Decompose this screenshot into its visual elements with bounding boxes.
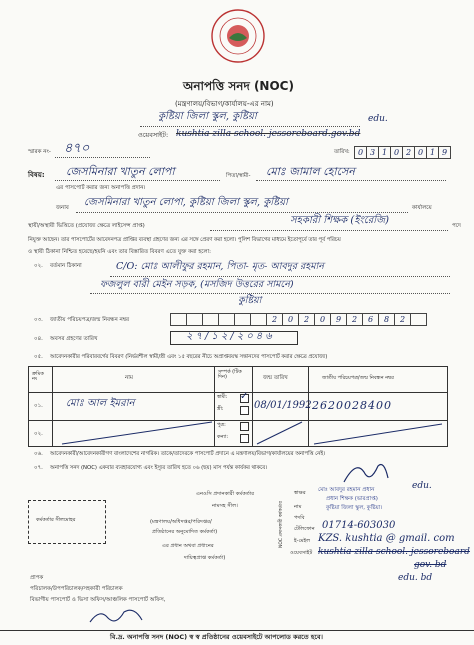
digit-cell: 9: [438, 146, 451, 159]
col-nid: জাতীয় পরিচয়পত্র/জন্ম নিবন্ধন নম্বর: [322, 375, 394, 381]
ref-label: স্মারক নং-: [28, 149, 51, 155]
digit-cell: 0: [314, 313, 331, 326]
email-value: KZS. kushtia @ gmail. com: [318, 533, 455, 544]
col-relation: সম্পর্ক (টিক দিন): [218, 369, 242, 380]
field-phone: টেলিফোন: [294, 526, 315, 532]
row1-name: মোঃ আল ইমরান: [66, 398, 135, 409]
form-title: অনাপত্তি সনদ (NOC): [183, 79, 294, 93]
address-line-1: C/O: মোঃ আলীফুর রহমান, পিতা- মৃত- আবদুর রহমান: [116, 261, 324, 272]
field-email: ই-মেইল: [294, 538, 311, 544]
row1-dob: 08/01/1992: [254, 400, 312, 411]
post-value: সহকারী শিক্ষক (ইংরেজি): [290, 215, 389, 226]
rel-son-label: পুত্র:: [217, 422, 226, 428]
digit-cell: 0: [414, 146, 427, 159]
tenure-line: স্থায়ী/অস্থায়ী ভিত্তিতে (প্রযোজ্য ক্ষেত্রে লাইসেন্স প্রাপ্ত): [28, 223, 145, 229]
recipient-signature: [86, 606, 156, 628]
retirement-label: অবসর গ্রহণের তারিখ: [50, 336, 98, 342]
stamp-line-3: কুষ্টিয়া জিলা স্কুল, কুষ্টিয়া।: [326, 505, 383, 511]
nid-label: জাতীয় পরিচয়পত্র/জন্ম নিবন্ধন নম্বর: [50, 317, 130, 323]
recipient-line-2: বিভাগীয় পাসপোর্ট ও ভিসা অফিস/আঞ্চলিক পাসপোর্ট অফিস,: [30, 597, 166, 603]
seal-label: কর্মকর্তার সীলমোহর: [36, 517, 76, 523]
digit-cell: [170, 313, 187, 326]
website-value-2: kushtia zilla school. jessoreboard: [318, 547, 470, 557]
item-number-06: ০৬.: [34, 451, 43, 457]
vertical-label: NOC প্রদানকারী কর্মকর্তার: [279, 501, 284, 548]
field-signature: স্বাক্ষর: [294, 490, 306, 496]
phone-value: 01714-603030: [322, 520, 396, 531]
institution-name: কুষ্টিয়া জিলা স্কুল, কুষ্টিয়া: [158, 111, 257, 122]
ref-value: ৪৭০: [64, 141, 90, 156]
officer-signature: [338, 458, 398, 488]
col-serial: ক্রমিক নং: [32, 371, 44, 382]
row2-strikeout: [52, 420, 447, 446]
relation-label: পিতা/স্বামী-: [226, 173, 251, 179]
digit-cell: 3: [366, 146, 379, 159]
designation-label-2: প্রতিষ্ঠানের অনুমোদিত কর্মকর্তা): [152, 529, 218, 535]
stamp-line-1: মোঃ আবদুর রহমান প্রধান: [318, 487, 375, 493]
authority-label: দায়িত্বপ্রাপ্ত কর্মকর্তা): [184, 555, 226, 561]
father-name: মোঃ জামাল হোসেন: [266, 165, 355, 178]
field-website: ওয়েবসাইট: [290, 550, 313, 556]
post-suffix: পদে: [452, 223, 461, 229]
website-edu: edu.: [368, 114, 388, 124]
digit-cell: 2: [266, 313, 283, 326]
rel-husband-checkmark: ✓: [240, 391, 249, 402]
col-dob: জন্ম তারিখ: [263, 375, 288, 381]
section06-text: আবেদনকারী/আবেদনকারীগণ বাংলাদেশের নাগরিক। তাকে/তাদেরকে পাসপোর্ট প্রদানে এ মন্ত্রণালয়/বিভাগ/কার্যালয়ের অনাপত্তি নেই।: [50, 451, 326, 457]
website-value: kushtia zilla school. jessoreboard.gov.bd: [176, 129, 361, 139]
rel-wife-label: স্ত্রী:: [217, 406, 224, 412]
digit-cell: [250, 313, 267, 326]
govt-emblem-icon: [210, 8, 266, 64]
address-line-2: ফজলুল বারী মেইন সড়ক, (মসজিদ উত্তরের সামনে): [100, 279, 294, 290]
digit-cell: 2: [394, 313, 411, 326]
digit-cell: [234, 313, 251, 326]
employee-name: জেসমিনারা খাতুন লোপা, কুষ্টিয়া জিলা স্কুল, কুষ্টিয়া: [84, 197, 288, 208]
digit-cell: 2: [346, 313, 363, 326]
recipient-label: প্রাপক: [30, 575, 44, 581]
digit-cell: [202, 313, 219, 326]
digit-cell: 1: [378, 146, 391, 159]
stamp-line-2: প্রধান শিক্ষক (ভারপ্রাপ্ত): [326, 496, 378, 502]
body-line-c: নিযুক্ত আছেন। তার পাসপোর্টের আবেদনপত্র প্রাপ্তির ব্যবস্থা গ্রহণের জন্য এর সঙ্গে প্রেরণ করা হলো। পুলিশ বিভাগের মাধ্যমে ইতোপূর্বে তার পূর্ব পরিচয়: [28, 237, 341, 243]
name-seal-label: নামসহ সীল।: [212, 503, 238, 509]
rel-husband-label: স্বামী:: [217, 394, 228, 400]
digit-cell: 1: [426, 146, 439, 159]
subject-line2: এর পাসপোর্ট করার জন্য অনাপত্তি প্রদান।: [56, 185, 146, 191]
subject-label: বিষয়:: [28, 171, 45, 179]
digit-cell: [218, 313, 235, 326]
item-number-03: ০৩.: [34, 317, 43, 323]
date-label: তারিখ:: [334, 149, 350, 155]
item-number-05: ০৫.: [34, 354, 43, 360]
digit-cell: [410, 313, 427, 326]
field-post: পদবি: [294, 515, 305, 521]
retirement-date: ২৭/১২/২০৪৬: [186, 331, 275, 342]
address-line-3: কুষ্টিয়া: [238, 295, 262, 306]
row2-serial: ০২.: [34, 431, 43, 437]
row1-nid: 2620028400: [312, 399, 392, 412]
digit-cell: 8: [378, 313, 395, 326]
item-number-02: ০২.: [34, 263, 43, 269]
digit-cell: 2: [402, 146, 415, 159]
digit-cell: 6: [362, 313, 379, 326]
digit-cell: 0: [354, 146, 367, 159]
website-label: ওয়েবসাইট:: [138, 131, 169, 139]
designation-label: (মন্ত্রণালয়/অধিদপ্তর/পরিদপ্তর/: [150, 519, 212, 525]
subject-name: জেসমিনারা খাতুন লোপা: [66, 165, 175, 178]
recipient-line-1: পরিচালক/উপপরিচালক/সহকারী পরিচালক: [30, 586, 123, 592]
ministry-label: (মন্ত্রণালয়/বিভাগ/কার্যালয়-এর নাম): [175, 100, 274, 108]
digit-cell: 2: [298, 313, 315, 326]
family-label: আবেদনকারীর পরিবারবর্গের বিবরণ (নির্ভরশীল স্বামী/স্ত্রী এবং ১৫ বছরের নীচে অপ্রাপ্তবয়স্ক সন্তানদের পাসপোর্ট করার ক্ষেত্রে প্রযোজ্য): [50, 354, 328, 360]
digit-cell: 9: [330, 313, 347, 326]
website-value-4: edu. bd: [398, 573, 433, 583]
officer-label: এনওসি প্রদানকারী কর্মকর্তার: [196, 491, 255, 497]
signature-edu: edu.: [412, 481, 432, 491]
rel-wife-checkbox[interactable]: [240, 406, 249, 415]
digit-cell: [186, 313, 203, 326]
item-number-04: ০৪.: [34, 336, 43, 342]
work-label: কার্যালয়ে: [412, 205, 432, 211]
digit-cell: 0: [282, 313, 299, 326]
body-line-d: ও স্থায়ী ঠিকানা নিশ্চিত হয়েছে/হয়নি এবং তার বিস্তারিত বিবরণ এতে যুক্ত করা হলো:: [28, 249, 212, 255]
honorific: জনাব: [56, 205, 69, 211]
item-number-07: ০৭.: [34, 465, 43, 471]
field-name: নাম: [294, 504, 302, 510]
rel-daughter-label: কন্যা:: [217, 434, 229, 440]
address-label: বর্তমান ঠিকানা: [50, 263, 82, 269]
website-value-3: gov. bd: [414, 560, 447, 570]
approved-label: এর প্রধান অথবা প্রধানের: [162, 543, 214, 549]
digit-cell: 0: [390, 146, 403, 159]
col-name: নাম: [125, 375, 133, 381]
footer-note: বি.দ্র. অনাপত্তি সনদ (NOC) স্ব স্ব প্রতিষ্ঠানের ওয়েবসাইটে আপলোড করতে হবে।: [110, 633, 323, 641]
section07-text: অনাপত্তি সনদ (NOC) একবার ব্যবহারযোগ্য এবং ইস্যুর তারিখ হতে ০৬ (ছয়) মাস পর্যন্ত কার্যকর থাকবে।: [50, 465, 268, 471]
row1-serial: ০১.: [34, 403, 43, 409]
